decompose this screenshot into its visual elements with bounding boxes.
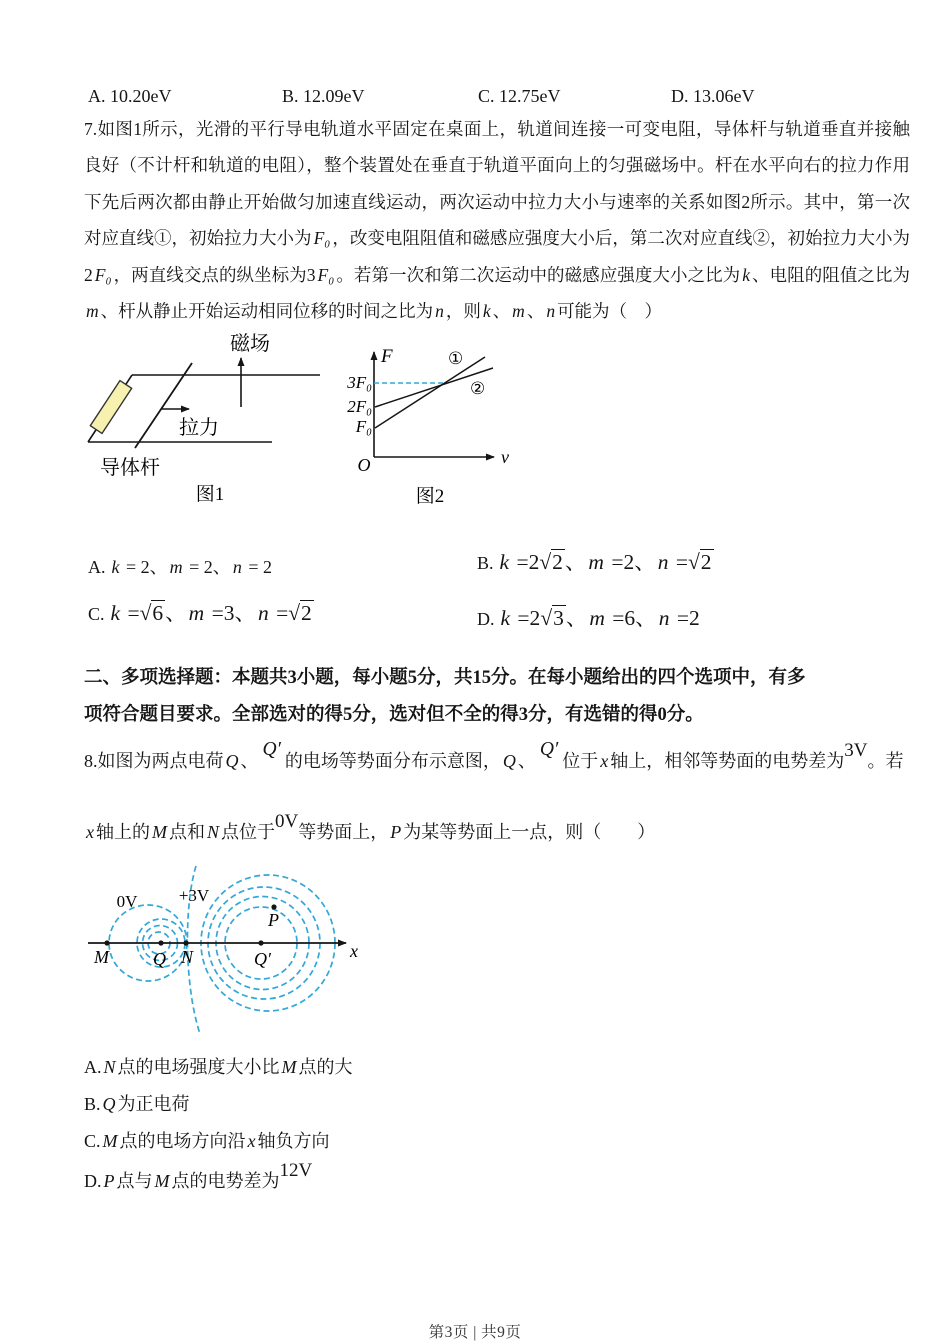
point-n — [183, 940, 188, 945]
point-q-prime — [258, 940, 263, 945]
label-q: Q — [153, 949, 166, 969]
figure-2 — [338, 336, 516, 508]
q8-text-segment: 8.如图为两点电荷 Q 、 — [84, 751, 259, 771]
pull-force-label: 拉力 — [179, 417, 219, 439]
tick-3f0: 3F₀ — [347, 373, 372, 392]
q8-raised-q-prime: Q′ — [539, 739, 559, 760]
figure-q8-equipotentials — [78, 860, 373, 1045]
question-6-option-b: B. 12.09eV — [282, 86, 365, 106]
figure-1 — [83, 330, 338, 508]
q8-raised-q-prime: Q′ — [262, 739, 281, 760]
graph-line-1 — [375, 357, 485, 428]
figure-1-caption: 图1 — [195, 484, 225, 505]
q8-text-segment: 。若 — [867, 751, 904, 771]
question-6-option-c: C. 12.75eV — [478, 86, 561, 106]
option-d-raised-12v: 12V — [279, 1160, 313, 1181]
section-2-header-line-1: 二、多项选择题：本题共3小题，每小题5分，共15分。在每小题给出的四个选项中，有多 — [84, 668, 806, 688]
option-d-math: k =2√3、m =6、n =2 — [500, 606, 700, 630]
label-q-prime: Q′ — [254, 949, 271, 969]
label-0v: 0V — [116, 892, 138, 911]
question-7-option-a — [88, 553, 272, 579]
line-2-mark: ② — [470, 379, 486, 398]
point-q — [158, 940, 163, 945]
question-7-option-b — [477, 545, 714, 576]
equipotential-lines — [109, 866, 335, 1034]
q8-raised-0v: 0V — [275, 811, 299, 832]
label-m: M — [94, 947, 109, 967]
label-p: P — [268, 910, 279, 930]
question-7-text: 7.如图1所示，光滑的平行导电轨道水平固定在桌面上，轨道间连接一可变电阻，导体杆与轨道垂直并接触良好（不计杆和轨道的电阻），整个装置处在垂直于轨道平面向上的匀强磁场中。杆在水平向右的拉力作用下先后两次都由静止开始做匀加速直线运动，两次运动中拉力大小与速率的关系如图2所示。其中，第一次对应直线①，初始拉力大小为 F₀ ，改变电阻阻值和磁感应强度大小后，第二次对应直线②，初始拉力大小为2 F₀ ，两直线交点的纵坐标为3 F₀ 。若第一次和第二次运动中的磁感应强度大小之比为 k 、电阻的阻值之比为m 、杆从静止开始运动相同位移的时间之比为 n ，则 k 、 m 、 n 可能为（ ） — [84, 119, 911, 322]
option-d-label: D. — [477, 609, 495, 629]
option-c-label: C. — [88, 604, 105, 624]
point-m — [104, 940, 109, 945]
q8-text-segment: 等势面上， P 为某等势面上一点，则（ ） — [298, 822, 656, 842]
question-8-option-c: C. M 点的电场方向沿 x 轴负方向 — [84, 1131, 330, 1151]
origin-label: O — [357, 455, 371, 475]
page-footer: 第3页 | 共9页 — [428, 1324, 522, 1341]
question-7-option-d — [477, 601, 700, 632]
resistor — [90, 381, 131, 434]
figure-2-caption: 图2 — [415, 486, 445, 507]
tick-2f0: 2F₀ — [347, 397, 372, 416]
q8-raised-3v: 3V — [844, 740, 868, 761]
question-8-text-line-1 — [84, 739, 904, 773]
y-axis-label: F — [381, 346, 393, 367]
conductor-rod-label: 导体杆 — [100, 457, 160, 479]
question-8-option-d — [84, 1160, 313, 1193]
label-plus-3v: +3V — [178, 886, 210, 905]
x-axis-label: v — [501, 447, 509, 467]
line-1-mark: ① — [448, 349, 464, 368]
point-p — [271, 904, 276, 909]
label-x-axis: x — [350, 941, 358, 961]
option-b-math: k =2√2、m =2、n =√2 — [499, 550, 712, 574]
question-7-option-c — [88, 596, 314, 627]
magnetic-field-label: 磁场 — [230, 333, 270, 355]
label-n: N — [181, 947, 194, 967]
question-8-text-line-2 — [84, 811, 656, 844]
section-2-header-line-2: 项符合题目要求。全部选对的得5分，选对但不全的得3分，有选错的得0分。 — [84, 705, 704, 725]
option-c-math: k =√6、m =3、n =√2 — [110, 601, 312, 625]
q8-text-segment: 位于 x 轴上，相邻等势面的电势差为 — [562, 751, 845, 771]
question-8-option-b: B. Q 为正电荷 — [84, 1094, 190, 1114]
tick-f0: F₀ — [355, 417, 372, 436]
question-6-option-d: D. 13.06eV — [671, 86, 755, 106]
option-a-label: A. — [88, 557, 106, 577]
option-d-text: D. P 点与 M 点的电势差为 — [84, 1171, 280, 1191]
q8-text-segment: x 轴上的 M 点和 N 点位于 — [86, 822, 276, 842]
option-a-math: k = 2、 m = 2、 n = 2 — [111, 557, 272, 577]
option-b-label: B. — [477, 553, 494, 573]
question-8-option-a: A. N 点的电场强度大小比 M 点的大 — [84, 1057, 353, 1077]
q8-text-segment: 的电场等势面分布示意图， Q 、 — [284, 751, 536, 771]
question-6-option-a: A. 10.20eV — [88, 86, 172, 106]
